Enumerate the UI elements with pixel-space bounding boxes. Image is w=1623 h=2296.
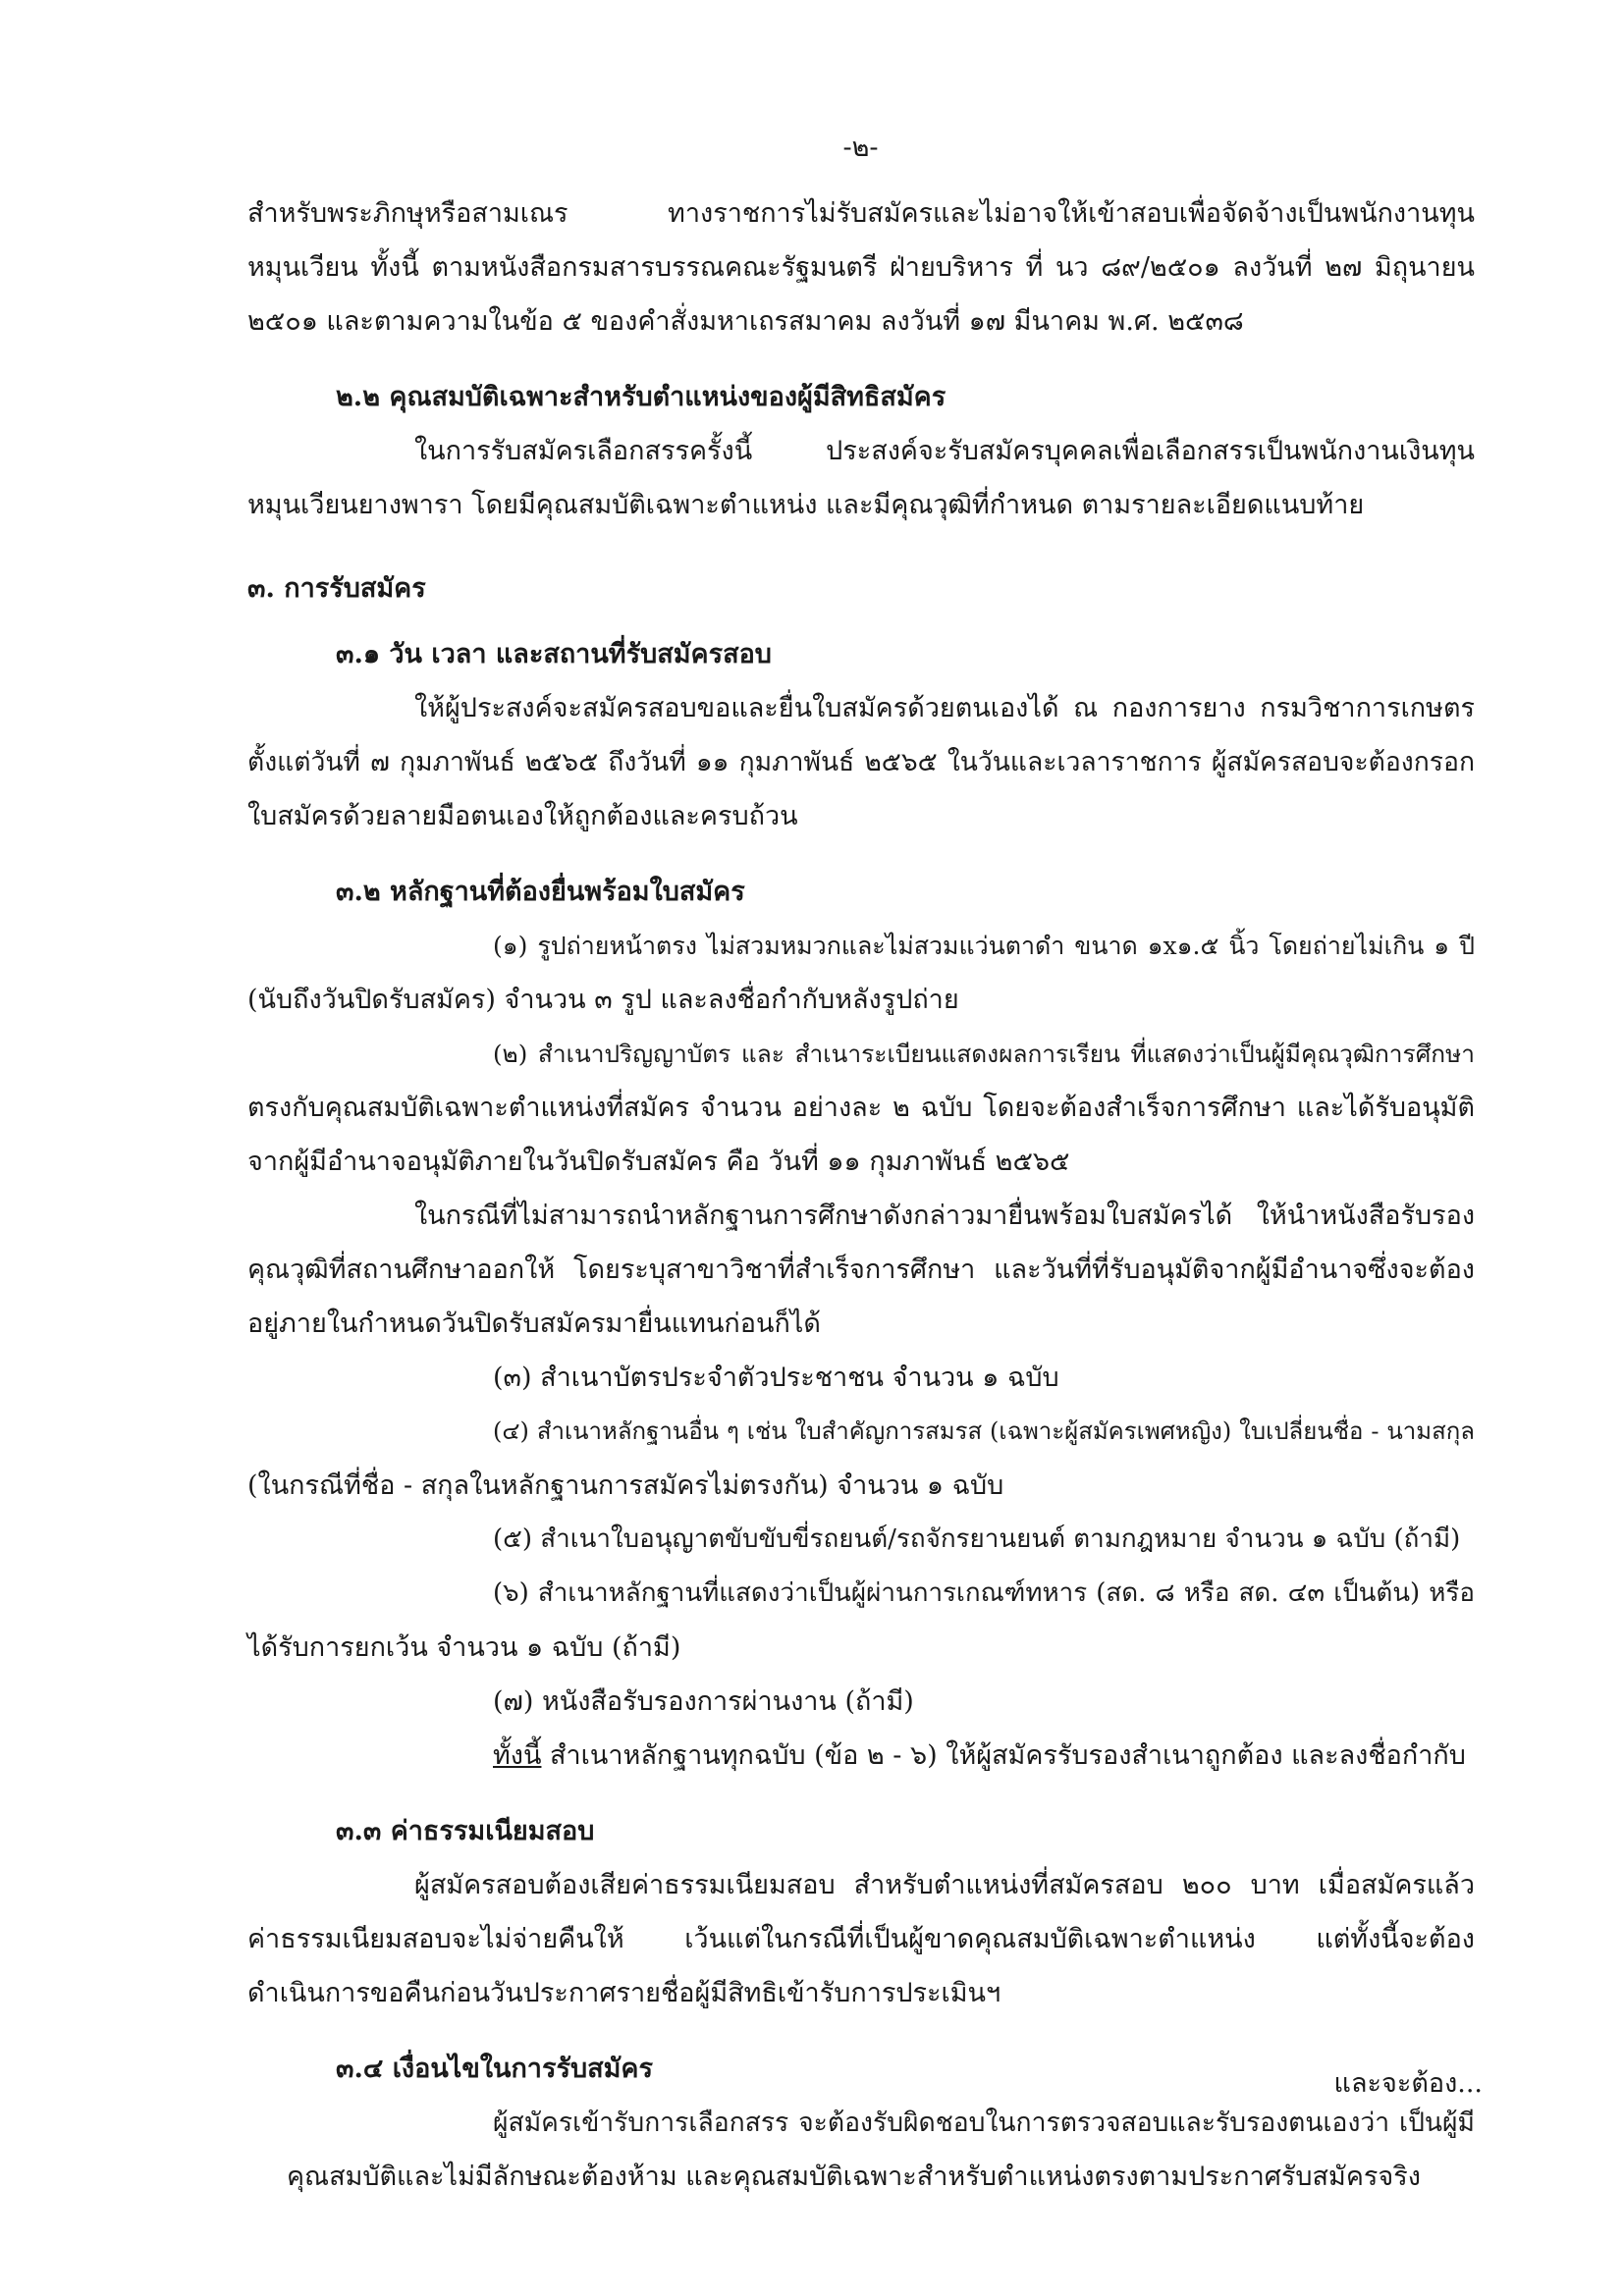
section-heading: ๓.๓ ค่าธรรมเนียมสอบ — [336, 1816, 595, 1846]
list-item: (๑) รูปถ่ายหน้าตรง ไม่สวมหมวกและไม่สวมแว่นตาดำ ขนาด ๑x๑.๕ นิ้ว โดยถ่ายไม่เกิน ๑ ปี — [493, 932, 1475, 960]
continuation-text: และจะต้อง... — [1333, 2068, 1483, 2099]
summary-text: สำเนาหลักฐานทุกฉบับ (ข้อ ๒ - ๖) ให้ผู้สมัครรับรองสำเนาถูกต้อง และลงชื่อกำกับ — [541, 1740, 1466, 1771]
list-item: (๒) สำเนาปริญญาบัตร และ สำเนาระเบียนแสดงผลการเรียน ที่แสดงว่าเป็นผู้มีคุณวุฒิการศึกษา — [493, 1040, 1475, 1068]
paragraph-line: หมุนเวียน ทั้งนี้ ตามหนังสือกรมสารบรรณคณะรัฐมนตรี ฝ่ายบริหาร ที่ นว ๘๙/๒๕๐๑ ลงวันที่ ๒๗ มิถุนายน — [247, 252, 1475, 283]
list-item-continued: ตรงกับคุณสมบัติเฉพาะตำแหน่งที่สมัคร จำนวน อย่างละ ๒ ฉบับ โดยจะต้องสำเร็จการศึกษา และได้รับอนุมัติ — [247, 1093, 1475, 1123]
section-3-1 — [247, 627, 1475, 843]
paragraph-line: คุณวุฒิที่สถานศึกษาออกให้ โดยระบุสาขาวิชาที่สำเร็จการศึกษา และวันที่ที่รับอนุมัติจากผู้มีอำนาจซึ่งจะต้อง — [247, 1255, 1475, 1285]
list-item-continued: (นับถึงวันปิดรับสมัคร) จำนวน ๓ รูป และลงชื่อกำกับหลังรูปถ่าย — [247, 985, 959, 1015]
list-item: (๗) หนังสือรับรองการผ่านงาน (ถ้ามี) — [493, 1686, 914, 1717]
list-item-continued: จากผู้มีอำนาจอนุมัติภายในวันปิดรับสมัคร คือ วันที่ ๑๑ กุมภาพันธ์ ๒๕๖๕ — [247, 1147, 1070, 1177]
document-body — [247, 187, 1475, 2204]
paragraph-line: ตั้งแต่วันที่ ๗ กุมภาพันธ์ ๒๕๖๕ ถึงวันที่ ๑๑ กุมภาพันธ์ ๒๕๖๕ ในวันและเวลาราชการ ผู้สมัครสอบจะต้องกรอก — [247, 747, 1475, 777]
intro-paragraph — [247, 187, 1475, 348]
section-heading: ๓.๑ วัน เวลา และสถานที่รับสมัครสอบ — [336, 639, 772, 669]
summary-lead: ทั้งนี้ — [493, 1740, 542, 1771]
list-item: (๕) สำเนาใบอนุญาตขับขับขี่รถยนต์/รถจักรยานยนต์ ตามกฎหมาย จำนวน ๑ ฉบับ (ถ้ามี) — [493, 1524, 1461, 1554]
paragraph-line: ค่าธรรมเนียมสอบจะไม่จ่ายคืนให้ เว้นแต่ในกรณีที่เป็นผู้ขาดคุณสมบัติเฉพาะตำแหน่ง แต่ทั้งนี้จะต้อง — [247, 1924, 1475, 1954]
paragraph-line: หมุนเวียนยางพารา โดยมีคุณสมบัติเฉพาะตำแหน่ง และมีคุณวุฒิที่กำหนด ตามรายละเอียดแนบท้าย — [247, 490, 1365, 520]
list-item: (๖) สำเนาหลักฐานที่แสดงว่าเป็นผู้ผ่านการเกณฑ์ทหาร (สด. ๘ หรือ สด. ๔๓ เป็นต้น) หรือ — [493, 1578, 1475, 1608]
paragraph-line: ในกรณีที่ไม่สามารถนำหลักฐานการศึกษาดังกล่าวมายื่นพร้อมใบสมัครได้ ให้นำหนังสือรับรอง — [414, 1201, 1475, 1231]
summary-line — [247, 1729, 1475, 1783]
section-3-3 — [247, 1804, 1475, 2020]
section-3-2 — [247, 865, 1475, 1783]
section-2-2 — [247, 370, 1475, 532]
paragraph-line: สำหรับพระภิกษุหรือสามเณร ทางราชการไม่รับสมัครและไม่อาจให้เข้าสอบเพื่อจัดจ้างเป็นพนักงานทุน — [247, 198, 1475, 229]
paragraph-line: ๒๕๐๑ และตามความในข้อ ๕ ของคำสั่งมหาเถรสมาคม ลงวันที่ ๑๗ มีนาคม พ.ศ. ๒๕๓๘ — [247, 306, 1244, 337]
paragraph-line: ในการรับสมัครเลือกสรรครั้งนี้ ประสงค์จะรับสมัครบุคคลเพื่อเลือกสรรเป็นพนักงานเงินทุน — [414, 436, 1475, 466]
list-item-continued: (ในกรณีที่ชื่อ - สกุลในหลักฐานการสมัครไม่ตรงกัน) จำนวน ๑ ฉบับ — [247, 1470, 1004, 1501]
paragraph-line: ให้ผู้ประสงค์จะสมัครสอบขอและยื่นใบสมัครด้วยตนเองได้ ณ กองการยาง กรมวิชาการเกษตร — [414, 693, 1475, 723]
paragraph-line: ผู้สมัครเข้ารับการเลือกสรร จะต้องรับผิดชอบในการตรวจสอบและรับรองตนเองว่า เป็นผู้มี — [493, 2108, 1475, 2138]
list-item-continued: ได้รับการยกเว้น จำนวน ๑ ฉบับ (ถ้ามี) — [247, 1632, 681, 1663]
paragraph-line: คุณสมบัติและไม่มีลักษณะต้องห้าม และคุณสมบัติเฉพาะสำหรับตำแหน่งตรงตามประกาศรับสมัครจริง — [287, 2162, 1421, 2192]
section-heading: ๓. การรับสมัคร — [247, 573, 426, 604]
section-heading: ๒.๒ คุณสมบัติเฉพาะสำหรับตำแหน่งของผู้มีสิทธิสมัคร — [336, 382, 947, 412]
paragraph-line: ดำเนินการขอคืนก่อนวันประกาศรายชื่อผู้มีสิทธิเข้ารับการประเมินฯ — [247, 1978, 1001, 2008]
paragraph-line: ใบสมัครด้วยลายมือตนเองให้ถูกต้องและครบถ้วน — [247, 801, 798, 831]
list-item: (๓) สำเนาบัตรประจำตัวประชาชน จำนวน ๑ ฉบับ — [493, 1362, 1059, 1393]
list-item: (๔) สำเนาหลักฐานอื่น ๆ เช่น ใบสำคัญการสมรส (เฉพาะผู้สมัครเพศหญิง) ใบเปลี่ยนชื่อ - นามสกุล — [493, 1417, 1475, 1445]
section-heading: ๓.๒ หลักฐานที่ต้องยื่นพร้อมใบสมัคร — [336, 877, 745, 907]
paragraph-line: อยู่ภายในกำหนดวันปิดรับสมัครมายื่นแทนก่อนก็ได้ — [247, 1308, 821, 1339]
section-heading: ๓.๔ เงื่อนไขในการรับสมัคร — [336, 2054, 653, 2084]
paragraph-line: ผู้สมัครสอบต้องเสียค่าธรรมเนียมสอบ สำหรับตำแหน่งที่สมัครสอบ ๒๐๐ บาท เมื่อสมัครแล้ว — [414, 1870, 1475, 1900]
page-number: -๒- — [842, 133, 879, 163]
section-3 — [247, 561, 1475, 615]
